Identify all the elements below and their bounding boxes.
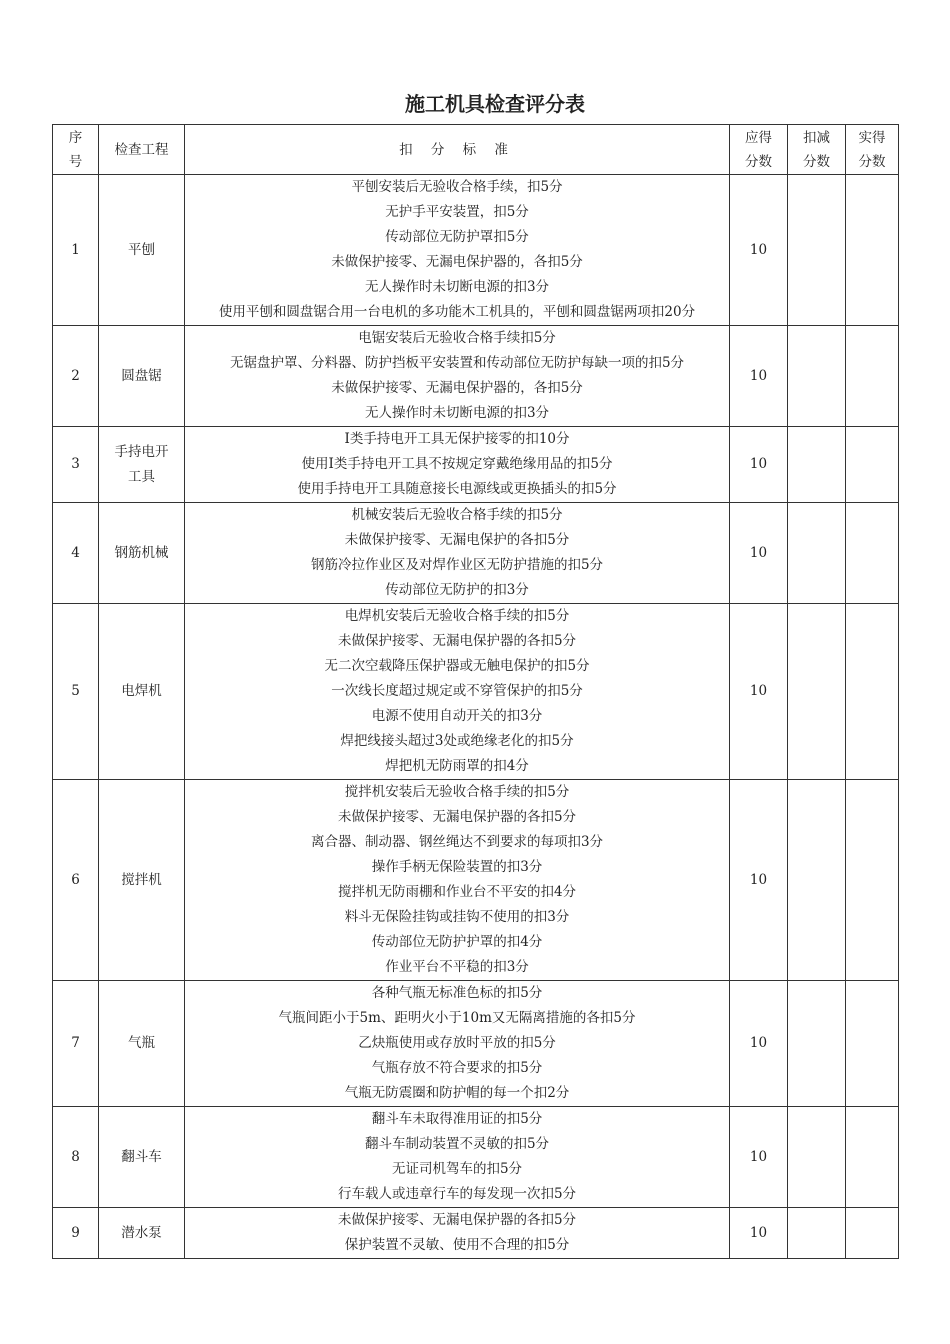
row-item-line: 工具 xyxy=(128,468,155,485)
criteria-line: 一次线长度超过规定或不穿管保护的扣5分 xyxy=(331,683,583,699)
table-row xyxy=(53,503,899,604)
header-seq-line: 号 xyxy=(68,153,83,170)
row-item-line: 平刨 xyxy=(128,241,155,258)
criteria-line: 翻斗车未取得准用证的扣5分 xyxy=(371,1111,543,1127)
criteria-line: 使用平刨和圆盘锯合用一台电机的多功能木工机具的，平刨和圆盘锯两项扣20分 xyxy=(218,304,696,320)
row-actual-score xyxy=(846,1208,899,1259)
row-full-score: 10 xyxy=(730,326,788,427)
criteria-line: 传动部位无防护的扣3分 xyxy=(385,582,529,598)
criteria-line: 传动部位无防护罩扣5分 xyxy=(385,229,529,245)
criteria-line: 机械安装后无验收合格手续的扣5分 xyxy=(351,507,563,523)
row-criteria xyxy=(185,326,730,427)
table-header-row xyxy=(53,125,899,175)
table-row xyxy=(53,326,899,427)
score-table xyxy=(52,124,899,1259)
criteria-line: 操作手柄无保险装置的扣3分 xyxy=(371,859,543,875)
row-full-score: 10 xyxy=(730,503,788,604)
row-criteria xyxy=(185,427,730,503)
criteria-line: I类手持电开工具无保护接零的扣10分 xyxy=(344,431,570,447)
row-criteria xyxy=(185,1107,730,1208)
table-row xyxy=(53,1208,899,1259)
row-actual-score xyxy=(846,780,899,981)
row-deduct-score xyxy=(788,1107,846,1208)
criteria-line: 气瓶间距小于5m、距明火小于10m又无隔离措施的各扣5分 xyxy=(278,1010,636,1026)
row-criteria xyxy=(185,503,730,604)
row-criteria xyxy=(185,1208,730,1259)
header-deduct-line: 扣减 xyxy=(803,129,830,146)
row-deduct-score xyxy=(788,780,846,981)
criteria-line: 焊把线接头超过3处或绝缘老化的扣5分 xyxy=(340,733,574,749)
header-deduct-line: 分数 xyxy=(803,153,830,170)
criteria-line: 焊把机无防雨罩的扣4分 xyxy=(385,758,529,774)
criteria-line: 搅拌机安装后无验收合格手续的扣5分 xyxy=(344,784,570,800)
criteria-line: 钢筋冷拉作业区及对焊作业区无防护措施的扣5分 xyxy=(310,557,604,573)
header-criteria xyxy=(185,125,730,175)
criteria-line: 使用手持电开工具随意接长电源线或更换插头的扣5分 xyxy=(297,481,617,497)
row-full-score: 10 xyxy=(730,1107,788,1208)
criteria-line: 使用I类手持电开工具不按规定穿戴绝缘用品的扣5分 xyxy=(301,456,613,472)
table-row xyxy=(53,604,899,780)
row-seq: 5 xyxy=(53,604,99,780)
row-actual-score xyxy=(846,326,899,427)
row-deduct-score xyxy=(788,427,846,503)
row-seq: 1 xyxy=(53,175,99,326)
row-actual-score xyxy=(846,503,899,604)
row-item xyxy=(99,604,185,780)
row-item-line: 气瓶 xyxy=(128,1035,155,1051)
row-seq: 8 xyxy=(53,1107,99,1208)
header-actual-line: 实得 xyxy=(858,129,886,146)
row-criteria xyxy=(185,175,730,326)
row-deduct-score xyxy=(788,326,846,427)
row-full-score: 10 xyxy=(730,427,788,503)
criteria-line: 气瓶无防震圈和防护帽的每一个扣2分 xyxy=(344,1085,570,1101)
row-actual-score xyxy=(846,427,899,503)
row-item-line: 翻斗车 xyxy=(121,1148,162,1165)
row-item-line: 钢筋机械 xyxy=(114,544,169,561)
criteria-line: 各种气瓶无标准色标的扣5分 xyxy=(371,985,543,1001)
row-seq: 7 xyxy=(53,981,99,1107)
row-full-score: 10 xyxy=(730,604,788,780)
row-item xyxy=(99,780,185,981)
header-actual xyxy=(846,125,899,175)
row-item xyxy=(99,981,185,1107)
row-full-score: 10 xyxy=(730,981,788,1107)
row-item xyxy=(99,326,185,427)
criteria-line: 电锯安装后无验收合格手续扣5分 xyxy=(358,330,556,346)
criteria-line: 翻斗车制动装置不灵敏的扣5分 xyxy=(364,1136,550,1152)
row-full-score: 10 xyxy=(730,175,788,326)
criteria-line: 无人操作时未切断电源的扣3分 xyxy=(364,405,550,421)
row-actual-score xyxy=(846,604,899,780)
criteria-line: 作业平台不平稳的扣3分 xyxy=(385,959,529,975)
header-criteria-label: 扣 分 标 准 xyxy=(399,141,515,158)
row-full-score: 10 xyxy=(730,1208,788,1259)
table-row xyxy=(53,1107,899,1208)
row-actual-score xyxy=(846,175,899,326)
row-seq: 4 xyxy=(53,503,99,604)
criteria-line: 未做保护接零、无漏电保护器的各扣5分 xyxy=(337,1212,577,1228)
row-actual-score xyxy=(846,1107,899,1208)
criteria-line: 无锯盘护罩、分料器、防护挡板平安装置和传动部位无防护每缺一项的扣5分 xyxy=(229,355,685,371)
row-item xyxy=(99,1107,185,1208)
header-actual-line: 分数 xyxy=(858,153,886,170)
row-item-line: 圆盘锯 xyxy=(121,367,162,384)
page-title: 施工机具检查评分表 xyxy=(405,92,585,116)
row-deduct-score xyxy=(788,604,846,780)
row-item xyxy=(99,427,185,503)
row-criteria xyxy=(185,981,730,1107)
criteria-line: 平刨安装后无验收合格手续，扣5分 xyxy=(351,179,563,195)
criteria-line: 电焊机安装后无验收合格手续的扣5分 xyxy=(344,608,570,624)
table-row xyxy=(53,780,899,981)
row-item xyxy=(99,1208,185,1259)
criteria-line: 搅拌机无防雨棚和作业台不平安的扣4分 xyxy=(337,884,577,900)
criteria-line: 行车载人或违章行车的每发现一次扣5分 xyxy=(337,1186,577,1202)
criteria-line: 无证司机驾车的扣5分 xyxy=(391,1161,523,1177)
header-full-score xyxy=(730,125,788,175)
header-seq-line: 序 xyxy=(68,129,83,146)
criteria-line: 无人操作时未切断电源的扣3分 xyxy=(364,279,550,295)
table-row xyxy=(53,981,899,1107)
row-item-line: 电焊机 xyxy=(121,683,162,699)
criteria-line: 未做保护接零、无漏电保护的各扣5分 xyxy=(344,532,570,548)
table-row xyxy=(53,175,899,326)
criteria-line: 料斗无保险挂钩或挂钩不使用的扣3分 xyxy=(344,909,570,925)
header-item: 检查工程 xyxy=(99,125,185,175)
criteria-line: 未做保护接零、无漏电保护器的，各扣5分 xyxy=(331,380,583,396)
header-deduct xyxy=(788,125,846,175)
row-deduct-score xyxy=(788,1208,846,1259)
criteria-line: 乙炔瓶使用或存放时平放的扣5分 xyxy=(358,1035,556,1051)
row-actual-score xyxy=(846,981,899,1107)
row-seq: 3 xyxy=(53,427,99,503)
criteria-line: 无二次空载降压保护器或无触电保护的扣5分 xyxy=(324,658,590,674)
criteria-line: 未做保护接零、无漏电保护器的各扣5分 xyxy=(337,809,577,825)
criteria-line: 气瓶存放不符合要求的扣5分 xyxy=(371,1060,543,1076)
criteria-line: 保护装置不灵敏、使用不合理的扣5分 xyxy=(344,1237,570,1253)
row-item-line: 手持电开 xyxy=(114,443,169,460)
row-full-score: 10 xyxy=(730,780,788,981)
row-item-line: 潜水泵 xyxy=(121,1224,162,1241)
header-full-score-line: 应得 xyxy=(745,129,772,146)
row-criteria xyxy=(185,604,730,780)
row-seq: 6 xyxy=(53,780,99,981)
row-deduct-score xyxy=(788,503,846,604)
table-row xyxy=(53,427,899,503)
row-seq: 9 xyxy=(53,1208,99,1259)
criteria-line: 传动部位无防护护罩的扣4分 xyxy=(371,934,543,950)
criteria-line: 离合器、制动器、钢丝绳达不到要求的每项扣3分 xyxy=(310,834,604,850)
row-seq: 2 xyxy=(53,326,99,427)
criteria-line: 无护手平安装置，扣5分 xyxy=(385,204,529,220)
header-full-score-line: 分数 xyxy=(745,153,772,170)
header-seq xyxy=(53,125,99,175)
row-deduct-score xyxy=(788,981,846,1107)
row-criteria xyxy=(185,780,730,981)
row-item xyxy=(99,503,185,604)
criteria-line: 未做保护接零、无漏电保护器的，各扣5分 xyxy=(331,254,583,270)
criteria-line: 电源不使用自动开关的扣3分 xyxy=(371,708,543,724)
criteria-line: 未做保护接零、无漏电保护器的各扣5分 xyxy=(337,633,577,649)
row-deduct-score xyxy=(788,175,846,326)
row-item-line: 搅拌机 xyxy=(121,871,162,888)
row-item xyxy=(99,175,185,326)
